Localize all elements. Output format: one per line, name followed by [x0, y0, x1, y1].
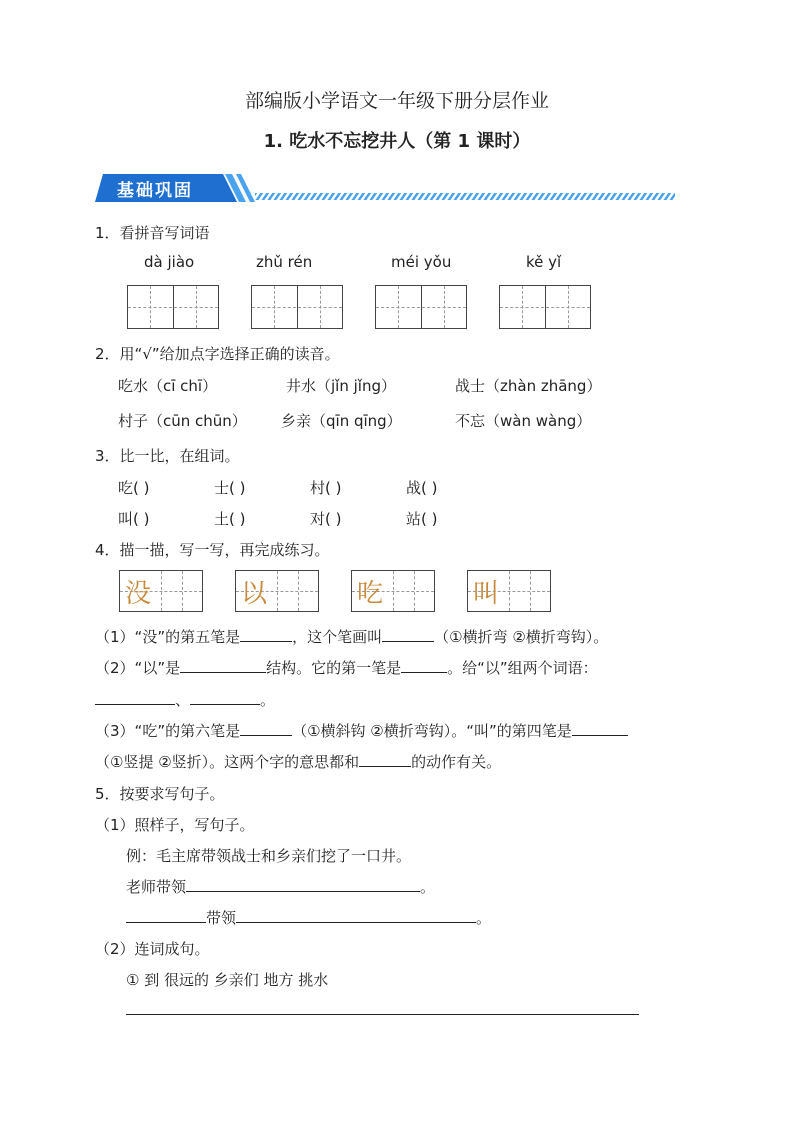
lesson-title: 1. 吃水不忘挖井人（第 1 课时）	[263, 131, 531, 152]
q5-line1-text: 老师带领	[126, 878, 187, 896]
q5-words: ① 到 很远的 乡亲们 地方 挑水	[126, 971, 329, 989]
q4-sub1	[95, 626, 608, 647]
q4-sub1-options: （①横折弯 ②横折弯钩）。	[434, 628, 609, 646]
q2-item[interactable]: 村子（cūn chūn）	[118, 412, 247, 430]
q1-pinyin-3: méi yǒu	[391, 253, 452, 271]
trace-character: 叫	[473, 579, 500, 609]
banner-hatched-line	[255, 193, 675, 200]
answer-blank[interactable]	[572, 721, 628, 736]
q4-sub3	[95, 720, 628, 741]
q4-prompt: 4．描一描，写一写，再完成练习。	[95, 541, 330, 559]
trace-box-3[interactable]	[351, 570, 435, 612]
q4-sub2-end: 。	[260, 691, 276, 709]
answer-line[interactable]	[126, 1014, 639, 1015]
q1-writing-box-1[interactable]	[127, 285, 219, 329]
trace-character: 以	[241, 579, 268, 609]
q5-prompt: 5．按要求写句子。	[95, 785, 225, 803]
section-label: 基础巩固	[117, 181, 193, 201]
trace-box-4[interactable]	[467, 570, 551, 612]
q4-sub2	[95, 657, 598, 678]
answer-blank[interactable]	[236, 908, 476, 923]
q2-item[interactable]: 井水（jǐn jǐng）	[286, 377, 396, 395]
answer-blank[interactable]	[126, 908, 206, 923]
q3-blank[interactable]: 站( )	[406, 510, 438, 528]
q2-item[interactable]: 不忘（wàn wàng）	[455, 412, 592, 430]
q4-sub3-text: （①横斜钩 ②横折弯钩）。“叫”的第四笔是	[292, 722, 572, 740]
q5-line1	[126, 876, 435, 897]
q5-line1-end: 。	[420, 878, 436, 896]
q3-blank[interactable]: 士( )	[214, 479, 246, 497]
q1-prompt: 1．看拼音写词语	[95, 224, 210, 242]
worksheet-title: 部编版小学语文一年级下册分层作业	[244, 90, 549, 112]
answer-blank[interactable]	[359, 752, 411, 767]
q2-item[interactable]: 战士（zhàn zhāng）	[455, 377, 602, 395]
q1-pinyin-2: zhǔ rén	[256, 253, 313, 271]
answer-blank[interactable]	[401, 658, 447, 673]
answer-blank[interactable]	[95, 690, 175, 705]
q4-sub2-text: 。给“以”组两个词语：	[447, 659, 598, 677]
q4-sub2-text: （2）“以”是	[95, 659, 181, 677]
q4-sub2-line2	[95, 689, 275, 710]
q3-blank[interactable]: 吃( )	[118, 479, 150, 497]
q5-part1: （1）照样子，写句子。	[95, 816, 255, 834]
answer-blank[interactable]	[186, 877, 420, 892]
answer-blank[interactable]	[240, 721, 292, 736]
q1-pinyin-1: dà jiào	[144, 253, 195, 271]
q1-pinyin-4: kě yǐ	[526, 253, 562, 271]
q1-writing-box-2[interactable]	[251, 285, 343, 329]
q3-blank[interactable]: 战( )	[406, 479, 438, 497]
q3-blank[interactable]: 叫( )	[118, 510, 150, 528]
q4-sub2-sep: 、	[175, 691, 191, 709]
q2-item[interactable]: 吃水（cī chī）	[118, 377, 218, 395]
q1-writing-box-3[interactable]	[375, 285, 467, 329]
q5-line2-end: 。	[476, 909, 492, 927]
q3-prompt: 3．比一比，在组词。	[95, 447, 240, 465]
trace-character: 没	[125, 579, 152, 609]
answer-blank[interactable]	[240, 627, 292, 642]
q3-blank[interactable]: 村( )	[310, 479, 342, 497]
q4-sub2-text: 结构。它的第一笔是	[266, 659, 402, 677]
q2-prompt: 2．用“√”给加点字选择正确的读音。	[95, 345, 340, 363]
q3-blank[interactable]: 对( )	[310, 510, 342, 528]
answer-blank[interactable]	[180, 658, 266, 673]
q3-blank[interactable]: 土( )	[214, 510, 246, 528]
q4-sub3-text: （①竖提 ②竖折）。这两个字的意思都和	[95, 753, 360, 771]
trace-box-1[interactable]	[119, 570, 203, 612]
q4-sub1-text: ，这个笔画叫	[292, 628, 383, 646]
q4-sub3-text: 的动作有关。	[411, 753, 502, 771]
answer-blank[interactable]	[382, 627, 434, 642]
trace-character: 吃	[357, 579, 384, 609]
answer-blank[interactable]	[190, 690, 260, 705]
q4-sub3-line2	[95, 751, 501, 772]
q1-writing-box-4[interactable]	[499, 285, 591, 329]
q5-line2-text: 带领	[206, 909, 237, 927]
q5-example: 例：毛主席带领战士和乡亲们挖了一口井。	[126, 847, 412, 865]
trace-box-2[interactable]	[235, 570, 319, 612]
q4-sub1-text: （1）“没”的第五笔是	[95, 628, 241, 646]
q5-line2	[126, 907, 491, 928]
q4-sub3-text: （3）“吃”的第六笔是	[95, 722, 241, 740]
q5-part2: （2）连词成句。	[95, 940, 210, 958]
q2-item[interactable]: 乡亲（qīn qīng）	[281, 412, 402, 430]
